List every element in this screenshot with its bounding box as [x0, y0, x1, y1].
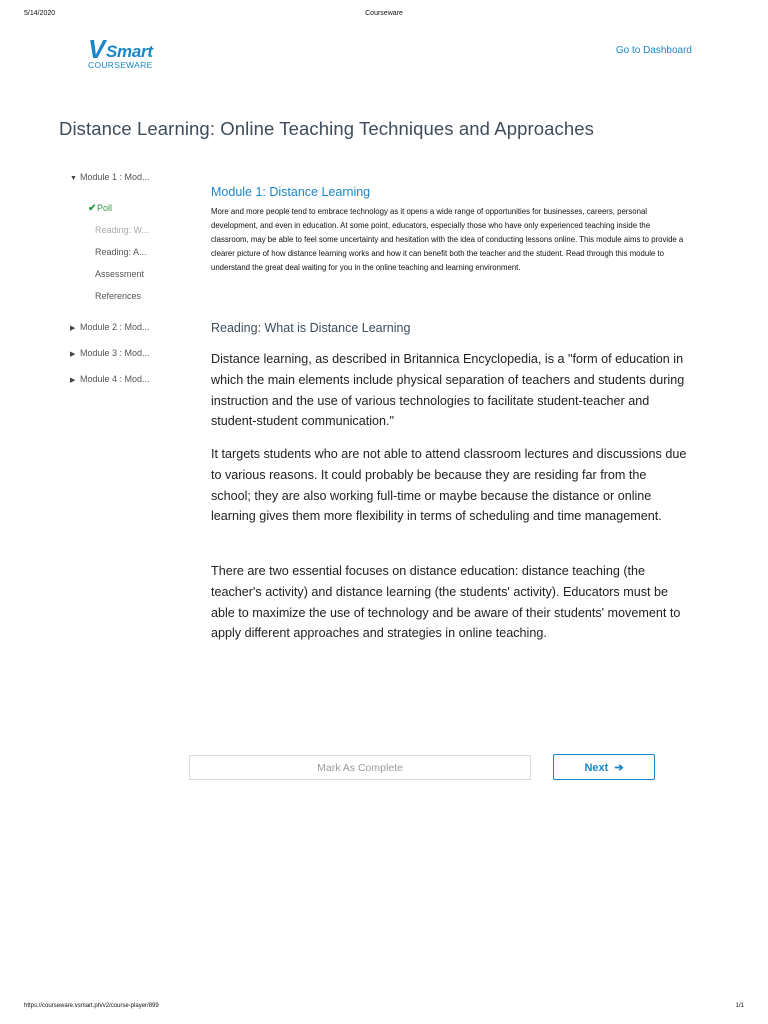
- logo-smart: Smart: [106, 42, 153, 61]
- reading-heading: Reading: What is Distance Learning: [211, 321, 411, 335]
- vsmart-logo[interactable]: [88, 34, 168, 74]
- reading-paragraph: It targets students who are not able to attend classroom lectures and discussions due to various reasons. It could probably be because they are residing far from the school; they are also working full-time or maybe because the distance or online learning gives them more flexibility in terms of scheduling and time management.: [211, 447, 687, 524]
- print-date: 5/14/2020: [24, 10, 56, 17]
- sidebar-item-reading-w[interactable]: Reading: W...: [95, 225, 150, 235]
- module-heading: Module 1: Distance Learning: [211, 185, 371, 199]
- sidebar-module-label: Module 3 : Mod...: [80, 348, 150, 358]
- reading-paragraph: Distance learning, as described in Britannica Encyclopedia, is a "form of education in which the main elements include physical separation of teachers and students during instruction and the use of various technologies to facilitate student-teacher and student-student communication.": [211, 352, 685, 429]
- caret-right-icon: ▶: [70, 351, 76, 358]
- logo-courseware: COURSEWARE: [88, 60, 153, 70]
- arrow-right-icon: ➔: [614, 762, 624, 774]
- sidebar-module-label: Module 1 : Mod...: [80, 172, 150, 182]
- reading-paragraph: There are two essential focuses on distance education: distance teaching (the teacher's activity) and distance learning (the students' activity). Educators must be able to maximize the use of technology and be aware of their students' movement to apply different approaches and strategies in online teaching.: [211, 564, 681, 641]
- sidebar-item-reading-a[interactable]: Reading: A...: [95, 247, 147, 257]
- logo-v: V: [88, 34, 106, 64]
- sidebar-module-label: Module 2 : Mod...: [80, 322, 150, 332]
- sidebar-module-2[interactable]: [70, 322, 150, 332]
- next-button-label: Next: [584, 762, 609, 774]
- sidebar-module-4[interactable]: [70, 374, 150, 384]
- sidebar-module-3[interactable]: [70, 348, 150, 358]
- sidebar-item-poll[interactable]: [88, 203, 112, 214]
- mark-as-complete-button[interactable]: Mark As Complete: [189, 755, 531, 780]
- module-description: More and more people tend to embrace technology as it opens a wide range of opportunities for businesses, careers, personal development, and even in education. At some point, educators, especially those who have only experienced teaching inside the classroom, may be able to feel some uncertainty and hesitation with the idea of conducting lessons online. This module aims to provide a clearer picture of how distance learning works and how it can benefit both the teacher and the student. Read through this module to understand the great deal waiting for you in the online teaching and learning environment.: [211, 207, 684, 273]
- go-to-dashboard-link[interactable]: Go to Dashboard: [615, 45, 692, 56]
- caret-right-icon: ▶: [70, 325, 76, 332]
- sidebar-module-label: Module 4 : Mod...: [80, 374, 150, 384]
- next-button[interactable]: [553, 754, 655, 780]
- check-icon: ✔: [88, 203, 97, 214]
- sidebar-item-label: Poll: [97, 203, 113, 213]
- print-title: Courseware: [365, 10, 403, 17]
- sidebar-item-references[interactable]: References: [95, 291, 142, 301]
- caret-down-icon: ▼: [70, 175, 77, 182]
- page-title: Distance Learning: Online Teaching Techniques and Approaches: [59, 118, 594, 139]
- sidebar-module-1[interactable]: [70, 172, 150, 182]
- sidebar-item-assessment[interactable]: Assessment: [95, 269, 145, 279]
- print-url: https://courseware.vsmart.ph/v2/course-player/899: [24, 1003, 159, 1009]
- caret-right-icon: ▶: [70, 377, 76, 384]
- print-page-count: 1/1: [735, 1003, 744, 1009]
